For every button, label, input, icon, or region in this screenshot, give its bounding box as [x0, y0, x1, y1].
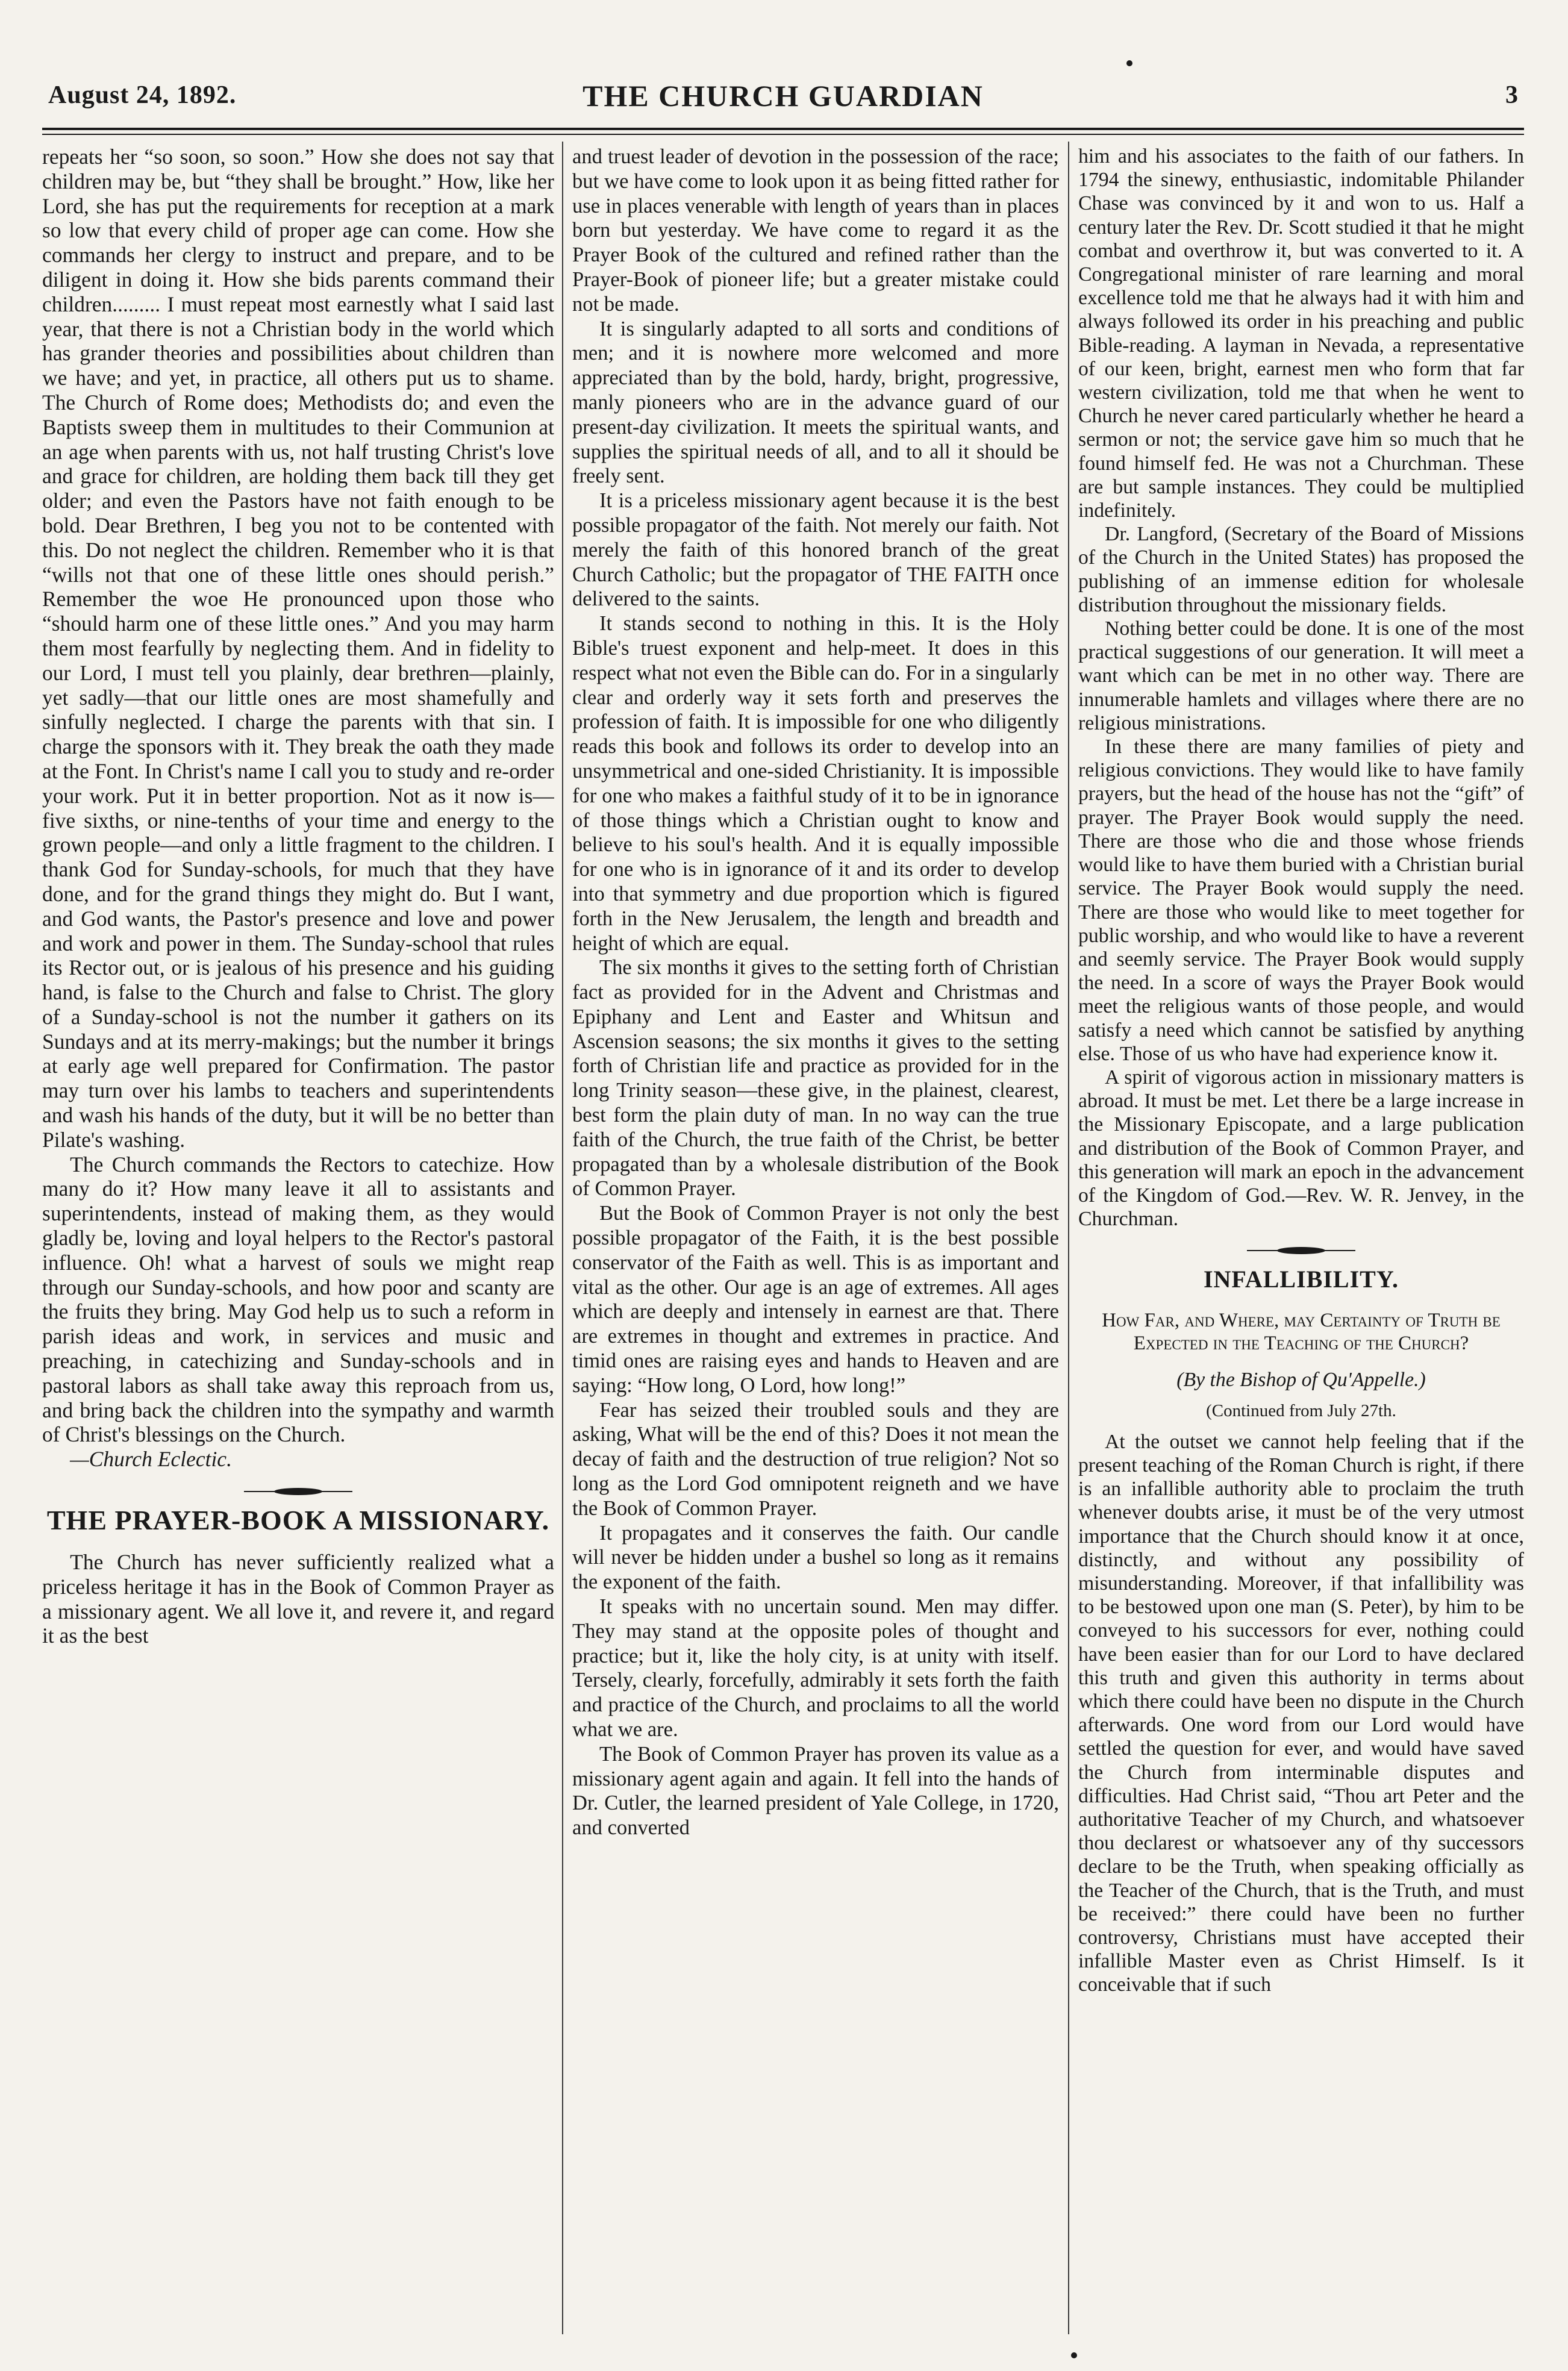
paragraph: At the outset we cannot help feeling that if the present teaching of the Roman Church is right, if there is an infallible authority able to proclaim the truth whenever doubts arise, it must be of the very utmost importance that the Church should know it at once, distinctly, and without any possibility of misunderstanding. Moreover, if that infallibility was to be bestowed upon one man (S. Peter), by him to be conveyed to his successors for ever, nothing could have been easier than for our Lord to have declared this truth and given this authority in terms about which there could have been no dispute in the Church afterwards. One word from our Lord would have settled the question for ever, and would have saved the Church from interminable disputes and difficulties. Had Christ said, “Thou art Peter and the authoritative Teacher of my Church, and whatsoever thou declarest or whatsoever any of thy successors declare to be the Truth, when speaking officially as the Teacher of the Church, that is the Truth, and must be received:” there could have been no further controversy, Christians must have accepted their infallible Master even as Christ Himself. Is it conceivable that if such — [1078, 1430, 1524, 1996]
paragraph: Dr. Langford, (Secretary of the Board of Missions of the Church in the United States) has proposed the publishing of an immense edition for wholesale distribution throughout the missionary fields. — [1078, 523, 1524, 616]
section-subtitle: How Far, and Where, may Certainty of Truth be Expected in the Teaching of the Church? — [1102, 1310, 1501, 1355]
paragraph: It propagates and it conserves the faith. Our candle will never be hidden under a bushel so long as it remains the exponent of the faith. — [572, 1521, 1059, 1594]
paragraph: But the Book of Common Prayer is not only the best possible propagator of the Faith, it is the best possible conservator of the Faith as well. This is as important and vital as the other. Our age is an age of extremes. All ages which are deeply and intensely in earnest are that. There are extremes in thought and extremes in practice. And timid ones are raising eyes and hands to Heaven and are saying: “How long, O Lord, how long!” — [572, 1202, 1059, 1397]
paragraph: The Church commands the Rectors to catechize. How many do it? How many leave it all to assistants and superintendents, instead of making them, as they would gladly be, loving and loyal helpers to the Rector's pastoral influence. Oh! what a harvest of souls we might reap through our Sunday-schools, and how poor and scanty are the fruits they bring. May God help us to such a reform in parish ideas and work, in services and music and preaching, in catechizing and Sunday-schools and in pastoral labors as shall take away this reproach from us, and bring back the children into the sympathy and warmth of Christ's blessings on the Church. — [42, 1152, 554, 1447]
byline: (By the Bishop of Qu'Appelle.) — [1176, 1369, 1426, 1392]
paragraph: repeats her “so soon, so soon.” How she does not say that children may be, but “they shall be brought.” How, like her Lord, she has put the requirements for reception at a mark so low that every child of proper age can come. How she commands her clergy to instruct and prepare, and to be diligent in doing it. How she bids parents command their children......... I must repeat most earnestly what I said last year, that there is not a Christian body in the world which has grander theories and possibilities about children than we have; and yet, in practice, all others put us to shame. The Church of Rome does; Methodists do; and even the Baptists sweep them in multitudes to their Communion at an age when parents with us, not half trusting Christ's love and grace for children, are holding them back till they get older; and even the Pastors have not faith enough to be bold. Dear Brethren, I beg you not to be contented with this. Do not neglect the children. Remember who it is that “wills not that one of these little ones should perish.” Remember the woe He pronounced upon those who “should harm one of these little ones.” And you may harm them most fearfully by neglecting them. And in fidelity to our Lord, I must tell you plainly, dear brethren—plainly, yet sadly—that our little ones are most shamefully and sinfully neglected. I charge the parents with that sin. I charge the sponsors with it. They break the oath they made at the Font. In Christ's name I call you to study and re-order your work. Put it in better proportion. Not as it now is—five sixths, or nine-tenths of your time and energy to the grown people—and only a little fragment to the children. I thank God for Sunday-schools, for much that they have done, and for the grand things they might do. But I want, and God wants, the Pastor's presence and love and power and work and power in them. The Sunday-school that rules its Rector out, or is jealous of his presence and his guiding hand, is false to the Church and false to Christ. The glory of a Sunday-school is not the number it gathers on its Sundays and at its merry-makings; but the number it brings at early age well prepared for Confirmation. The pastor may turn over his lambs to teachers and superintendents and wash his hands of the duty, but it will be no better than Pilate's washing. — [42, 145, 554, 1152]
paragraph: It is singularly adapted to all sorts and conditions of men; and it is nowhere more welcomed and more appreciated than by the bold, hardy, bright, progressive, manly pioneers who are in the advance guard of our present-day civilization. It meets the spiritual wants, and supplies the spiritual needs of all, and to all it should be freely sent. — [572, 317, 1059, 488]
paragraph: The six months it gives to the setting forth of Christian fact as provided for in the Advent and Christmas and Epiphany and Lent and Easter and Whitsun and Ascension seasons; the six months it gives to the setting forth of Christian life and practice as provided for in the long Trinity season—these give, in the plainest, clearest, best form the plain duty of man. In no way can the true faith of the Church, the true faith of the Christ, be better propagated than by a wholesale distribution of the Book of Common Prayer. — [572, 956, 1059, 1201]
continued-note: (Continued from July 27th. — [1206, 1401, 1396, 1420]
page-header — [42, 78, 1524, 114]
paragraph: It speaks with no uncertain sound. Men may differ. They may stand at the opposite poles of thought and practice; but it, like the holy city, is at unity with itself. Tersely, clearly, forcefully, admirably it sets forth the faith and practice of the Church, and proclaims to all the world what we are. — [572, 1595, 1059, 1741]
section-title: INFALLIBILITY. — [1203, 1266, 1399, 1293]
column-divider — [562, 142, 563, 2334]
paragraph: The Church has never sufficiently realized what a priceless heritage it has in the Book of Common Prayer as a missionary agent. We all love it, and revere it, and regard it as the best — [42, 1550, 554, 1648]
header-rule-thin — [42, 134, 1524, 135]
ornament-divider — [1241, 1246, 1361, 1255]
column-2 — [572, 145, 1059, 2328]
issue-date: August 24, 1892. — [48, 81, 237, 109]
print-speck — [1071, 2352, 1077, 2358]
column-1 — [42, 145, 554, 2328]
paragraph: and truest leader of devotion in the possession of the race; but we have come to look upon it as being fitted rather for use in places venerable with length of years than in places born but yesterday. We have come to regard it as the Prayer Book of the cultured and refined rather than the Prayer-Book of pioneer life; but a greater mistake could not be made. — [572, 145, 1059, 316]
paragraph: It is a priceless missionary agent because it is the best possible propagator of the faith. Not merely our faith. Not merely the faith of this honored branch of the great Church Catholic; but the propagator of THE FAITH once delivered to the saints. — [572, 489, 1059, 611]
page-number: 3 — [1505, 81, 1518, 109]
paragraph: A spirit of vigorous action in missionary matters is abroad. It must be met. Let there be a large increase in the Missionary Episcopate, and a large publication and distribution of the Book of Common Prayer, and this generation will mark an epoch in the advancement of the Kingdom of God.—Rev. W. R. Jenvey, in the Churchman. — [1078, 1066, 1524, 1231]
masthead: THE CHURCH GUARDIAN — [583, 79, 984, 113]
print-speck — [1126, 60, 1132, 66]
paragraph: It stands second to nothing in this. It is the Holy Bible's truest exponent and help-meet. It does in this respect what not even the Bible can do. For in a singularly clear and orderly way it sets forth and preserves the profession of faith. It is impossible for one who diligently reads this book and follows its order to develop into an unsymmetrical and one-sided Christianity. It is impossible for one who makes a faithful study of it to be in ignorance of those things which a Christian ought to know and believe to his soul's health. And it is equally impossible for one who is in ignorance of it and its order to develop into that symmetry and due proportion which is figured forth in the New Jerusalem, the length and breadth and height of which are equal. — [572, 612, 1059, 955]
column-3 — [1078, 145, 1524, 2328]
paragraph: The Book of Common Prayer has proven its value as a missionary agent again and again. It fell into the hands of Dr. Cutler, the learned president of Yale College, in 1720, and converted — [572, 1742, 1059, 1840]
paragraph: In these there are many families of piety and religious convictions. They would like to have family prayers, but the head of the house has not the “gift” of prayer. The Prayer Book would supply the need. There are those who die and those whose friends would like to have them buried with a Christian burial service. The Prayer Book would supply the need. There are those who would like to meet together for public worship, and who would like to have a reverent and seemly service. The Prayer Book would supply the need. In a score of ways the Prayer Book would meet the religious wants of those people, and would satisfy a need which cannot be satisfied by anything else. Those of us who have had experience know it. — [1078, 736, 1524, 1065]
ornament-divider — [238, 1487, 358, 1496]
paragraph: Fear has seized their troubled souls and they are asking, What will be the end of this? Does it not mean the decay of faith and the destruction of true religion? Not so long as the Lord God omnipotent reigneth and we have the Book of Common Prayer. — [572, 1398, 1059, 1520]
signature: —Church Eclectic. — [70, 1447, 232, 1472]
header-rule — [42, 128, 1524, 130]
paragraph: him and his associates to the faith of our fathers. In 1794 the sinewy, enthusiastic, indomitable Philander Chase was convinced by it and won to us. Half a century later the Rev. Dr. Scott studied it that he might combat and overthrow it, but was converted to it. A Congregational minister of rare learning and moral excellence told me that he always had it with him and always followed its order in his preaching and public Bible-reading. A layman in Nevada, a representative of our keen, bright, earnest men who form that far western civilization, told me that when he went to Church he never cared particularly whether he heard a sermon or not; the service gave him so much that he found himself fed. He was not a Churchman. These are but sample instances. They could be multiplied indefinitely. — [1078, 145, 1524, 522]
section-title: THE PRAYER-BOOK A MISSIONARY. — [46, 1505, 550, 1536]
paragraph: Nothing better could be done. It is one of the most practical suggestions of our generation. It will meet a want which can be met in no other way. There are innumerable hamlets and villages where there are no religious ministrations. — [1078, 617, 1524, 734]
column-divider — [1068, 142, 1069, 2334]
